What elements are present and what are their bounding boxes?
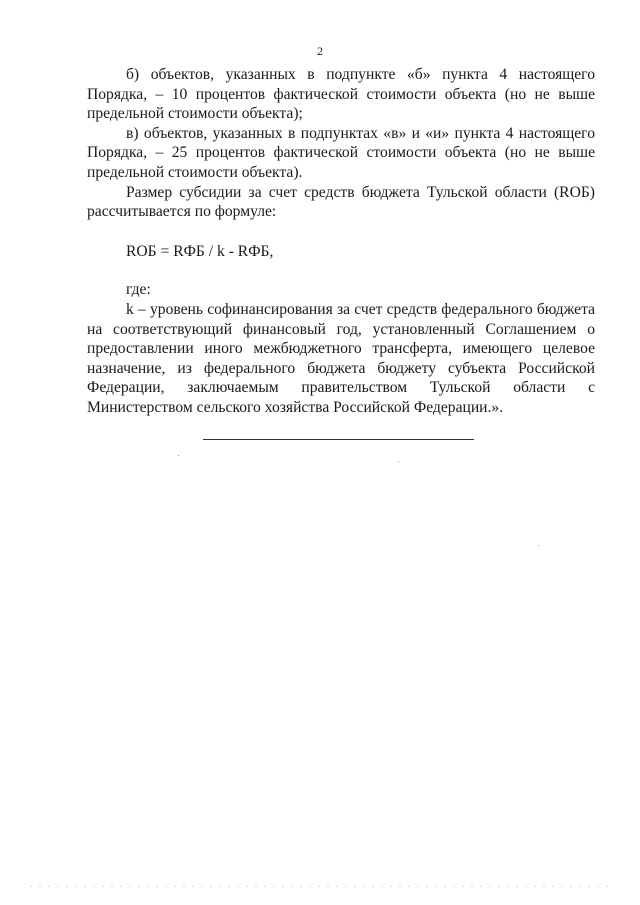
paragraph-item-v: в) объектов, указанных в подпунктах «в» и «и» пункта 4 настоящего Порядка, – 25 процентов фактической стоимости объекта (но не выше предельной стоимости объекта). [87,124,595,181]
scan-artifact-line [30,886,610,887]
paragraph-subsidy-size: Размер субсидии за счет средств бюджета Тульской области (RОБ) рассчитывается по формуле: [87,183,595,221]
formula: RОБ = RФБ / k - RФБ, [126,242,274,260]
definition-k: k – уровень софинансирования за счет средств федерального бюджета на соответствующий финансовый год, установленный Соглашением о предоставлении иного межбюджетного трансферта, имеющего целевое назначение, из федерального бюджета бюджету субъекта Российской Федерации, заключаемым правительством Тульской области с Министерством сельского хозяйства Российской Федерации.». [87,300,595,416]
page-number: 2 [317,44,323,58]
document-body [87,65,595,418]
scan-speck [398,461,399,462]
end-divider [203,439,474,440]
scan-speck [538,545,539,546]
paragraph-item-b: б) объектов, указанных в подпункте «б» пункта 4 настоящего Порядка, – 10 процентов фактической стоимости объекта (но не выше предельной стоимости объекта); [87,66,595,123]
scan-speck [178,455,179,456]
where-label: где: [126,281,151,299]
